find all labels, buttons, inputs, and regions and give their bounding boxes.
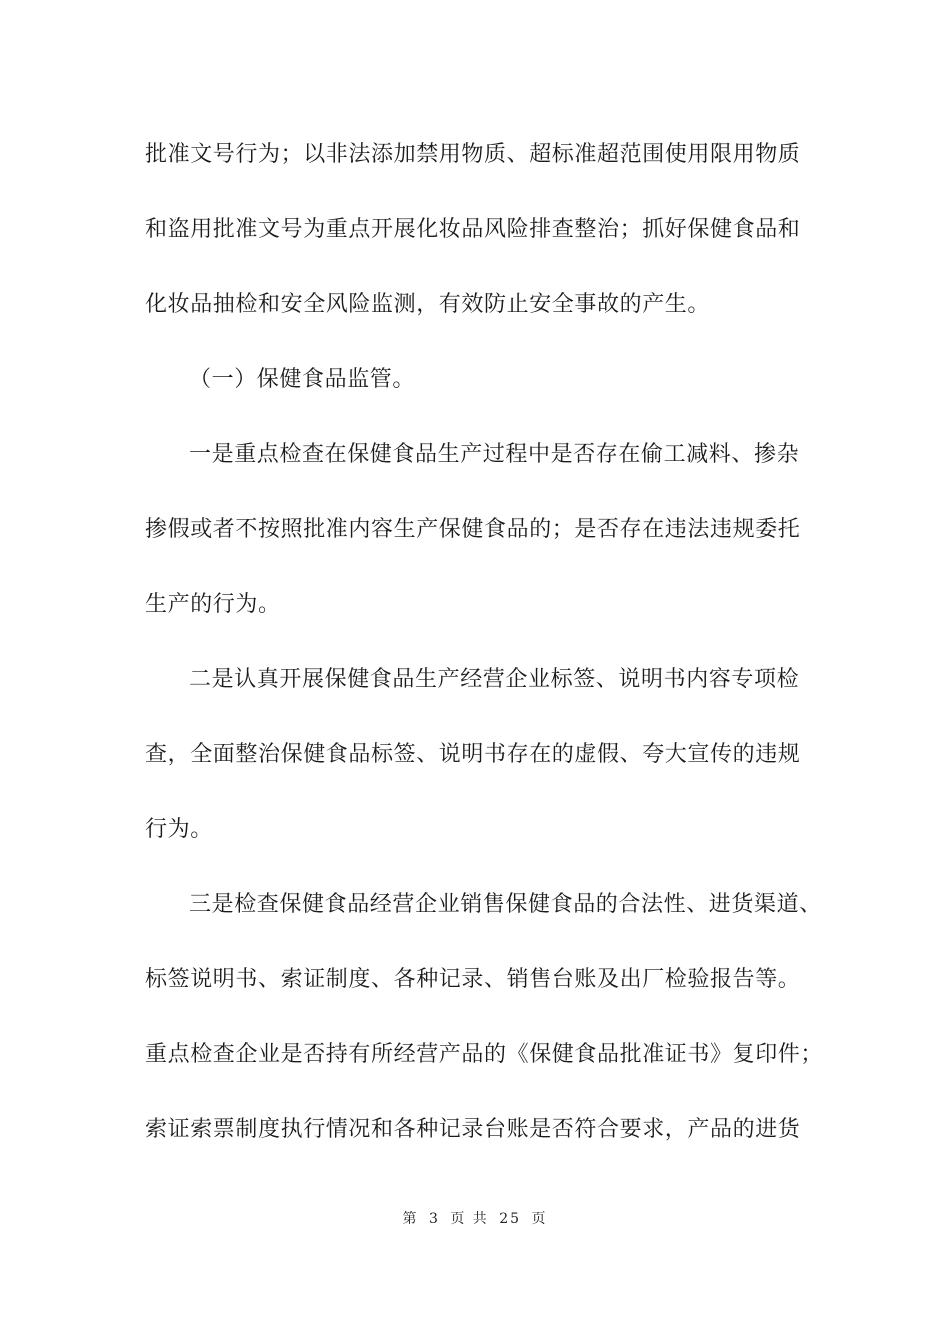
text-line: 索证索票制度执行情况和各种记录台账是否符合要求，产品的进货 — [145, 1117, 801, 1142]
text-line: 掺假或者不按照批准内容生产保健食品的；是否存在违法违规委托 — [145, 517, 801, 542]
footer-suffix: 页 — [531, 1211, 548, 1227]
footer-middle: 页 共 — [450, 1211, 489, 1227]
current-page-number: 3 — [428, 1211, 440, 1227]
text-line: 一是重点检查在保健食品生产过程中是否存在偷工减料、掺杂 — [189, 442, 800, 467]
document-body — [145, 137, 824, 1187]
text-line: 行为。 — [145, 817, 213, 842]
text-line: 查，全面整治保健食品标签、说明书存在的虚假、夸大宣传的违规 — [145, 742, 801, 767]
page-number-footer — [0, 1208, 950, 1228]
text-line: 二是认真开展保健食品生产经营企业标签、说明书内容专项检 — [189, 667, 800, 692]
section-heading: （一）保健食品监管。 — [189, 367, 416, 392]
text-line: 批准文号行为；以非法添加禁用物质、超标准超范围使用限用物质 — [145, 142, 801, 167]
text-line: 标签说明书、索证制度、各种记录、销售台账及出厂检验报告等。 — [145, 967, 801, 992]
text-line: 和盗用批准文号为重点开展化妆品风险排查整治；抓好保健食品和 — [145, 217, 801, 242]
text-line: 重点检查企业是否持有所经营产品的《保健食品批准证书》复印件； — [145, 1042, 824, 1067]
text-line: 生产的行为。 — [145, 592, 281, 617]
text-line: 化妆品抽检和安全风险监测，有效防止安全事故的产生。 — [145, 292, 711, 317]
total-page-count: 25 — [499, 1211, 522, 1227]
text-line: 三是检查保健食品经营企业销售保健食品的合法性、进货渠道、 — [189, 892, 822, 917]
footer-prefix: 第 — [402, 1211, 419, 1227]
